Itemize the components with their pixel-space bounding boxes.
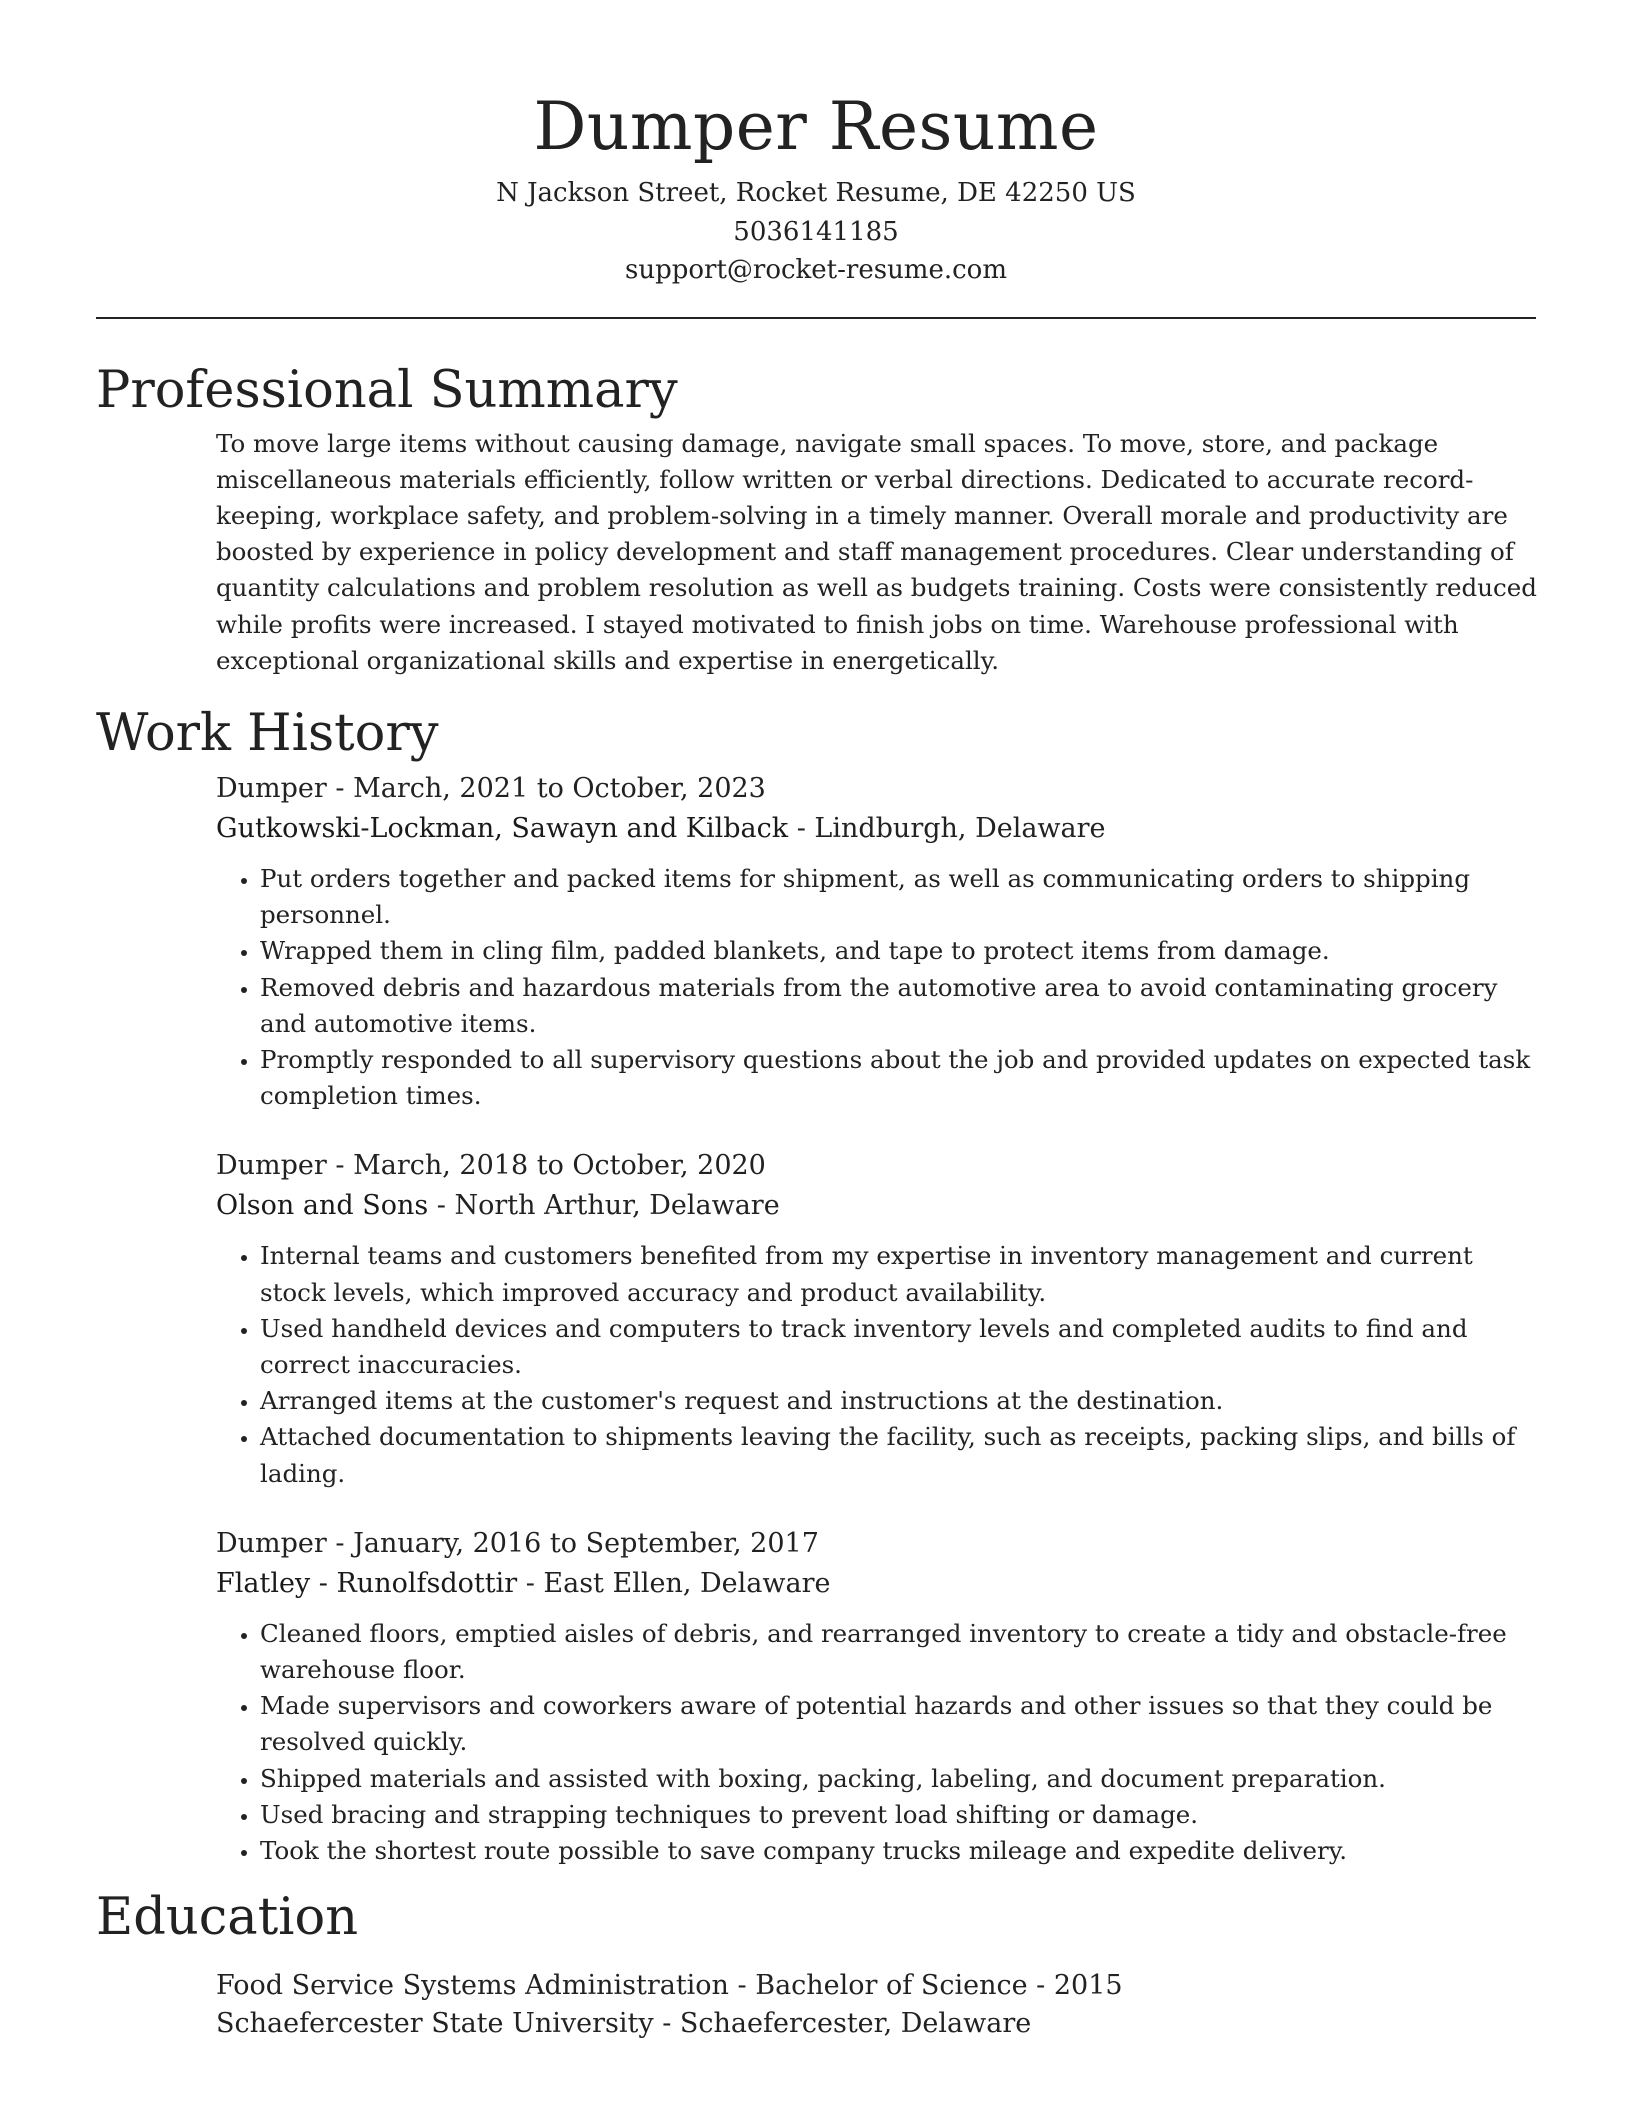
job-bullet: • Removed debris and hazardous materials from the automotive area to avoid contaminating grocery and automotive items. [260,970,1536,1042]
contact-address: N Jackson Street, Rocket Resume, DE 42250 US [496,178,1136,208]
job-company: Olson and Sons [216,1190,429,1222]
job-company-location [216,1564,1536,1604]
education-school-location [216,2005,1536,2043]
job-bullet: • Used handheld devices and computers to track inventory levels and completed audits to find and correct inaccuracies. [260,1311,1536,1383]
resume-name: Dumper Resume [533,88,1099,165]
job-bullet: • Arranged items at the customer's request and instructions at the destination. [260,1383,1536,1419]
section-title-summary: Professional Summary [96,360,678,420]
job-entry [216,769,1536,1114]
job-title-dates: Dumper - January, 2016 to September, 2017 [216,1527,819,1559]
education-school: Schaefercester State University [216,2008,654,2040]
job-location: - East Ellen, Delaware [517,1567,831,1599]
job-title-dates: Dumper - March, 2018 to October, 2020 [216,1150,766,1182]
job-bullet: • Cleaned floors, emptied aisles of debris, and rearranged inventory to create a tidy and obstacle-free warehouse floor. [260,1616,1536,1688]
resume-header [96,0,1536,290]
education-location: - Schaefercester, Delaware [653,2008,1032,2040]
summary-text: To move large items without causing damage, navigate small spaces. To move, store, and package miscellaneous materials efficiently, follow written or verbal directions. Dedicated to accurate record-keeping, workplace safety, and problem-solving in a timely manner. Overall morale and productivity are boosted by experience in policy development and staff management procedures. Clear understanding of quantity calculations and problem resolution as well as budgets training. Costs were consistently reduced while profits were increased. I stayed motivated to finish jobs on time. Warehouse professional with exceptional organizational skills and expertise in energetically. [216,428,1537,675]
job-bullet: • Used bracing and strapping techniques to prevent load shifting or damage. [260,1797,1536,1833]
job-bullet: • Internal teams and customers benefited from my expertise in inventory management and current stock levels, which improved accuracy and product availability. [260,1238,1536,1310]
contact-email: support@rocket-resume.com [624,255,1007,285]
job-bullets [216,1616,1536,1869]
job-bullet: • Put orders together and packed items for shipment, as well as communicating orders to shipping personnel. [260,861,1536,933]
job-bullets [216,861,1536,1114]
job-location: - Lindburgh, Delaware [788,812,1106,844]
professional-summary-section [96,356,1536,679]
section-title-work-history: Work History [96,703,439,763]
job-company-location [216,1186,1536,1226]
resume-page [96,0,1536,2043]
job-bullet: • Wrapped them in cling film, padded blankets, and tape to protect items from damage. [260,933,1536,969]
job-title-dates: Dumper - March, 2021 to October, 2023 [216,772,766,804]
education-section [96,1883,1536,2043]
education-degree: Food Service Systems Administration - Bachelor of Science - 2015 [216,1970,1123,2002]
job-location: - North Arthur, Delaware [428,1190,780,1222]
contact-phone: 5036141185 [733,216,899,247]
job-bullet: • Attached documentation to shipments leaving the facility, such as receipts, packing slips, and bills of lading. [260,1419,1536,1491]
job-bullet: • Took the shortest route possible to save company trucks mileage and expedite delivery. [260,1833,1536,1869]
job-company: Gutkowski-Lockman, Sawayn and Kilback [216,812,789,844]
job-bullet: • Promptly responded to all supervisory questions about the job and provided updates on expected task completion times. [260,1042,1536,1114]
job-company: Flatley - Runolfsdottir [216,1567,518,1599]
job-entry [216,1524,1536,1869]
education-entry [216,1967,1536,2043]
section-title-education: Education [96,1888,359,1948]
job-bullet: • Shipped materials and assisted with boxing, packing, labeling, and document preparation. [260,1761,1536,1797]
header-divider [96,317,1536,319]
job-entry [216,1146,1536,1491]
job-bullets [216,1238,1536,1491]
job-bullet: • Made supervisors and coworkers aware of potential hazards and other issues so that they could be resolved quickly. [260,1688,1536,1760]
work-history-section [96,699,1536,1869]
job-company-location [216,809,1536,849]
